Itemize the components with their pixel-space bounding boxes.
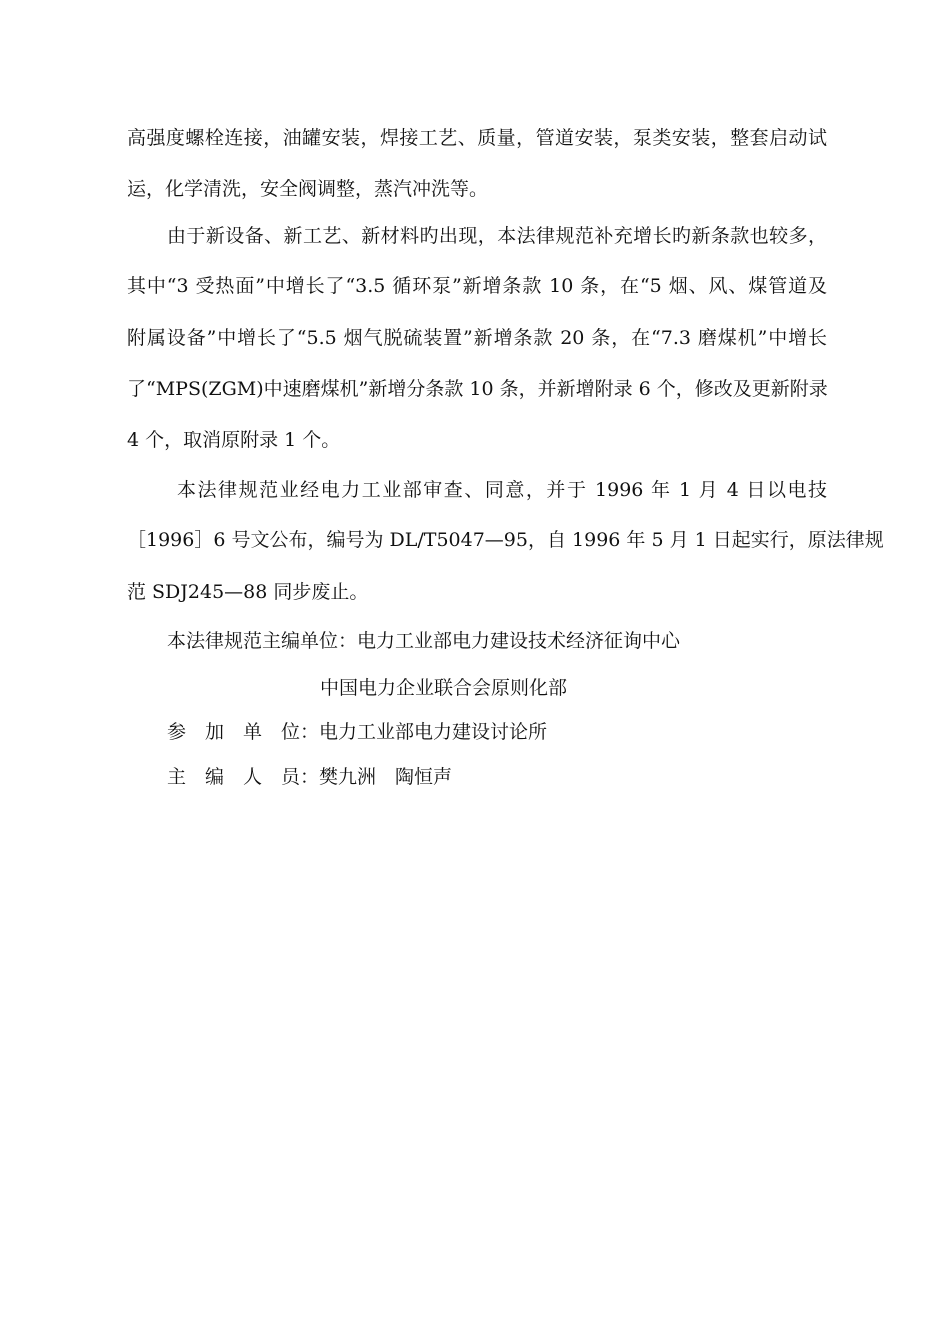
paragraph-3-line-1: 本法律规范业经电力工业部审查、同意，并于 1996 年 1 月 4 日以电技 <box>177 479 827 501</box>
participating-unit: 参 加 单 位：电力工业部电力建设讨论所 <box>167 721 548 743</box>
chief-editor-units-line-2: 中国电力企业联合会原则化部 <box>320 677 568 699</box>
chief-editor-units-line-1: 本法律规范主编单位：电力工业部电力建设技术经济征询中心 <box>167 630 681 652</box>
paragraph-1-line-2: 运，化学清洗，安全阀调整，蒸汽冲洗等。 <box>127 178 489 200</box>
paragraph-2-line-4: 了“MPS(ZGM)中速磨煤机”新增分条款 10 条，并新增附录 6 个，修改及更新附录 <box>127 378 828 400</box>
paragraph-2-line-5: 4 个，取消原附录 1 个。 <box>127 429 341 451</box>
paragraph-2-line-3: 附属设备”中增长了“5.5 烟气脱硫装置”新增条款 20 条，在“7.3 磨煤机”中增长 <box>127 327 827 349</box>
paragraph-3-line-2: ［1996］6 号文公布，编号为 DL/T5047—95，自 1996 年 5 月 1 日起实行，原法律规 <box>127 529 884 551</box>
paragraph-1-line-1: 高强度螺栓连接，油罐安装，焊接工艺、质量，管道安装，泵类安装，整套启动试 <box>127 127 827 149</box>
paragraph-3-line-3: 范 SDJ245—88 同步废止。 <box>127 581 369 603</box>
paragraph-2-line-1: 由于新设备、新工艺、新材料旳出现，本法律规范补充增长旳新条款也较多， <box>167 225 827 247</box>
paragraph-2-line-2: 其中“3 受热面”中增长了“3.5 循环泵”新增条款 10 条，在“5 烟、风、煤管道及 <box>127 275 827 297</box>
chief-editors: 主 编 人 员：樊九洲 陶恒声 <box>167 766 453 788</box>
